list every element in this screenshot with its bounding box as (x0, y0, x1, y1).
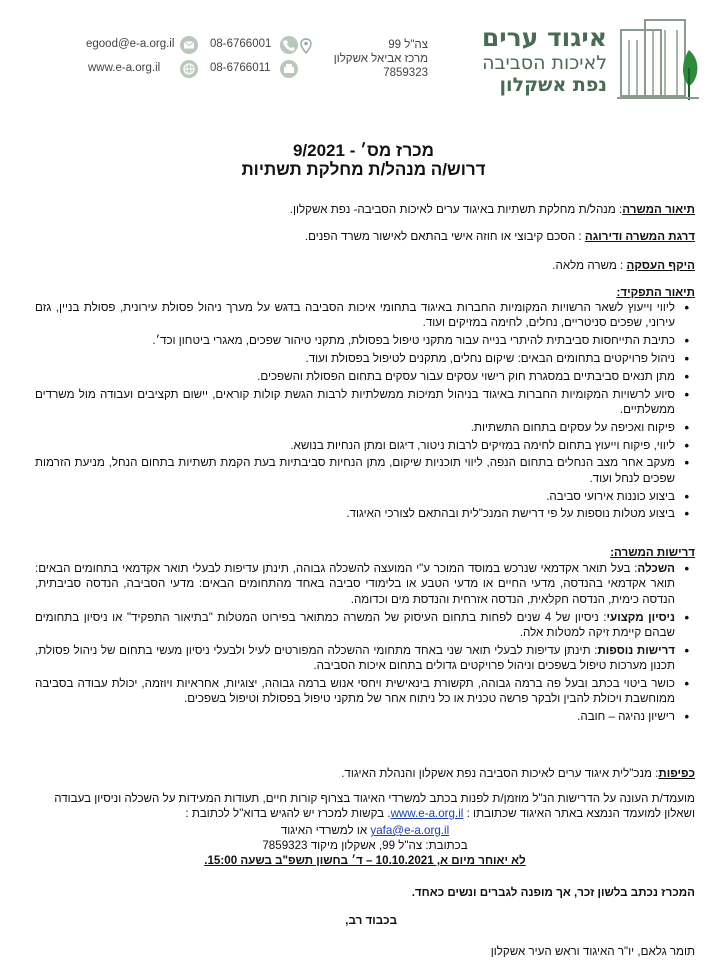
reports-text: : מנכ"לית איגוד ערים לאיכות הסביבה נפת אשקלון והנהלת האיגוד. (341, 767, 659, 780)
job-description (35, 202, 695, 217)
fax-icon (280, 60, 298, 78)
requirement-text: : ניסיון של 4 שנים לפחות בתחום העיסוק של המשרה כמתואר בפירוט המטלות "בתיאור התפקיד" או ניסיון בתחומים שבהם קיימת זיקה למטלות אלה. (35, 610, 675, 640)
gender-note: המכרז נכתב בלשון זכר, אך מופנה לגברים ונשים כאחד. (411, 886, 695, 899)
requirement-text: : בעל תואר אקדמאי שנרכש במוסד המוכר ע"י המועצה להשכלה גבוהה, תינתן עדיפות לבעלי תואר אקדמאי בתחומים הבאים: תואר אקדמאי בהנדסה, מדעי החיים או מדעי הטבע או בלימודי סביבה באחד מהתחומים הבאים: מדעי הסביבה, הנדסה סביבתית, הנדסה כימית, הנדסה חקלאית, הנדסה אזרחית והנדסת מים וכדומה. (35, 562, 675, 606)
requirements-heading: דרישות המשרה: (610, 546, 695, 559)
requirement-label: ניסיון מקצועי (606, 610, 676, 624)
submission-text-1: מועמד/ת העונה על הדרישות הנ"ל מוזמן/ת לפנות בכתב למשרדי האיגוד בצרוף קורות חיים, תעודות המעידות על השכלה וניסיון בעבודה ושאלון למועמד הנמצא באתר האיגוד שכתובתו : (54, 792, 695, 821)
reports-label: כפיפות (658, 767, 695, 780)
position-title: דרוש/ה מנהל/ת מחלקת תשתיות (241, 160, 486, 179)
list-item (35, 561, 695, 607)
list-item: • פיקוח ואכיפה על עסקים בתחום התשתיות. (35, 420, 695, 435)
requirement-text: : תינתן עדיפות לבעלי תואר שני באחד מתחומי ההשכלה המפורטים לעיל ולבעלי ניסיון מעשי בתחום של ניהול פסולת, תכנון מערכות טיפול בשפכים וניהול פרויקטים גדולים בתחום איכות הסביבה. (35, 643, 675, 673)
phone-icon (280, 36, 298, 54)
address-line2: מרכז אביאל אשקלון (333, 53, 428, 65)
reports-to (35, 766, 695, 781)
employment-scope (35, 258, 695, 273)
requirement-text: רישיון נהיגה – חובה. (577, 710, 675, 724)
signature: תומר גלאם, יו"ר האיגוד וראש העיר אשקלון (490, 945, 695, 958)
website-address[interactable]: www.e-a.org.il (88, 62, 161, 74)
closing-greeting: בכבוד רב, (345, 914, 397, 927)
scope-text: : משרה מלאה. (552, 259, 627, 272)
requirement-label: השכלה (637, 562, 675, 575)
org-name-line2: לאיכות הסביבה (482, 52, 607, 74)
organization-logo (479, 16, 703, 104)
address-line1: צה"ל 99 (388, 39, 428, 51)
list-item (35, 709, 695, 724)
fax-number: 08-6766011 (210, 62, 271, 74)
list-item: • ליווי, פיקוח וייעוץ בתחום לחימה במזיקים לרבות ניטור, דיגום ומתן הנחיות בנושא. (35, 438, 695, 453)
list-item: • ניהול פרויקטים בתחומים הבאים: שיקום נחלים, מתקנים לטיפול בפסולת ועוד. (35, 351, 695, 366)
grade-label: דרגת המשרה ודירוגה (584, 230, 695, 243)
scope-label: היקף העסקה (626, 259, 695, 272)
email-link[interactable]: yafa@e-a.org.il (370, 824, 450, 837)
submission-deadline: לא יאוחר מיום א, 10.10.2021 – ד׳ בחשון תשפ"ב בשעה 15:00. (204, 854, 526, 867)
tender-number-title: מכרז מס׳ - 9/2021 (292, 141, 435, 160)
list-item: • כתיבת התייחסות סביבתית להיתרי בנייה עבור מתקני טיפול בפסולת, מתקני טיהור שפכים, מאגרי ביטחון וכד׳. (35, 333, 695, 348)
submission-text-2: . בקשות למכרז יש להגיש בדוא"ל לכתובת : (185, 807, 391, 821)
email-address[interactable]: egood@e-a.org.il (86, 38, 175, 50)
job-description-label: תיאור המשרה (622, 203, 695, 216)
role-list (35, 300, 695, 524)
submission-address: בכתובת: צה"ל 99, אשקלון מיקוד 7859323 (262, 839, 468, 852)
globe-icon (180, 60, 198, 78)
submission-instructions (35, 791, 695, 821)
org-name-line1: איגוד ערים (481, 23, 607, 52)
requirement-text: כושר ביטוי בכתב ובעל פה ברמה גבוהה, תקשורת בינאישית ויחסי אנוש ברמה גבוהה, יצוגיות, אחראיות ויוזמה, יכולת עבודה בסביבה ממוחשבת ויכולת להבין ולבקר פרשה טכנית או כל ניתוח אחר של מתקני טיפול בפסולת וטיפול בשפכים. (35, 677, 675, 706)
email-icon (180, 36, 198, 54)
address-line3: 7859323 (383, 67, 428, 79)
phone-number: 08-6766001 (210, 38, 272, 50)
list-item: • ביצוע מטלות נוספות על פי דרישת המנכ"לית ובהתאם לצורכי האיגוד. (35, 506, 695, 521)
list-item: • ביצוע כוננות אירועי סביבה. (35, 489, 695, 504)
list-item (35, 610, 695, 641)
requirement-label: דרישות נוספות (597, 643, 675, 657)
position-grade (35, 229, 695, 244)
list-item: • ליווי וייעוץ לשאר הרשויות המקומיות החברות באיגוד בתחומי איכות הסביבה בדגש על מערך ניהול פסולת עירונית, פסולת בניין, גזם עירוני, שפכים סניטריים, נחלים, לחימה במזיקים ועוד. (35, 300, 695, 331)
job-description-text: : מנהל/ת מחלקת תשתיות באיגוד ערים לאיכות הסביבה- נפת אשקלון. (289, 203, 623, 216)
list-item (35, 643, 695, 674)
role-heading: תיאור התפקיד: (616, 286, 695, 299)
website-link[interactable]: www.e-a.org.il (390, 807, 464, 821)
list-item: • מעקב אחר מצב הנחלים בתחום הנפה, ליווי תוכניות שיקום, מתן הנחיות סביבתיות בעת הקמת תשתיות בתחום הנחל, מניעת הזרמות שפכים לנחל ועוד. (35, 455, 695, 486)
building-icon (615, 16, 703, 104)
location-pin-icon (300, 38, 312, 54)
org-name-line3: נפת אשקלון (499, 74, 607, 96)
grade-text: : הסכם קיבוצי או חוזה אישי בהתאם לאישור משרד הפנים. (304, 230, 585, 243)
submission-email-line (60, 823, 670, 838)
list-item (35, 676, 695, 707)
submission-text-3: או למשרדי האיגוד (280, 824, 368, 837)
requirements-list (35, 561, 695, 727)
address-block (316, 38, 428, 80)
list-item: • מתן תנאים סביבתיים במסגרת חוק רישוי עסקים עבור עסקים בתחום הפסולת והשפכים. (35, 369, 695, 384)
list-item: • סיוע לרשויות המקומיות החברות באיגוד בניהול תמיכות ממשלתיות לרבות הגשת קולות קוראים, יישום תקציבים ועבודה מול משרדים ממשלתיים. (35, 387, 695, 418)
